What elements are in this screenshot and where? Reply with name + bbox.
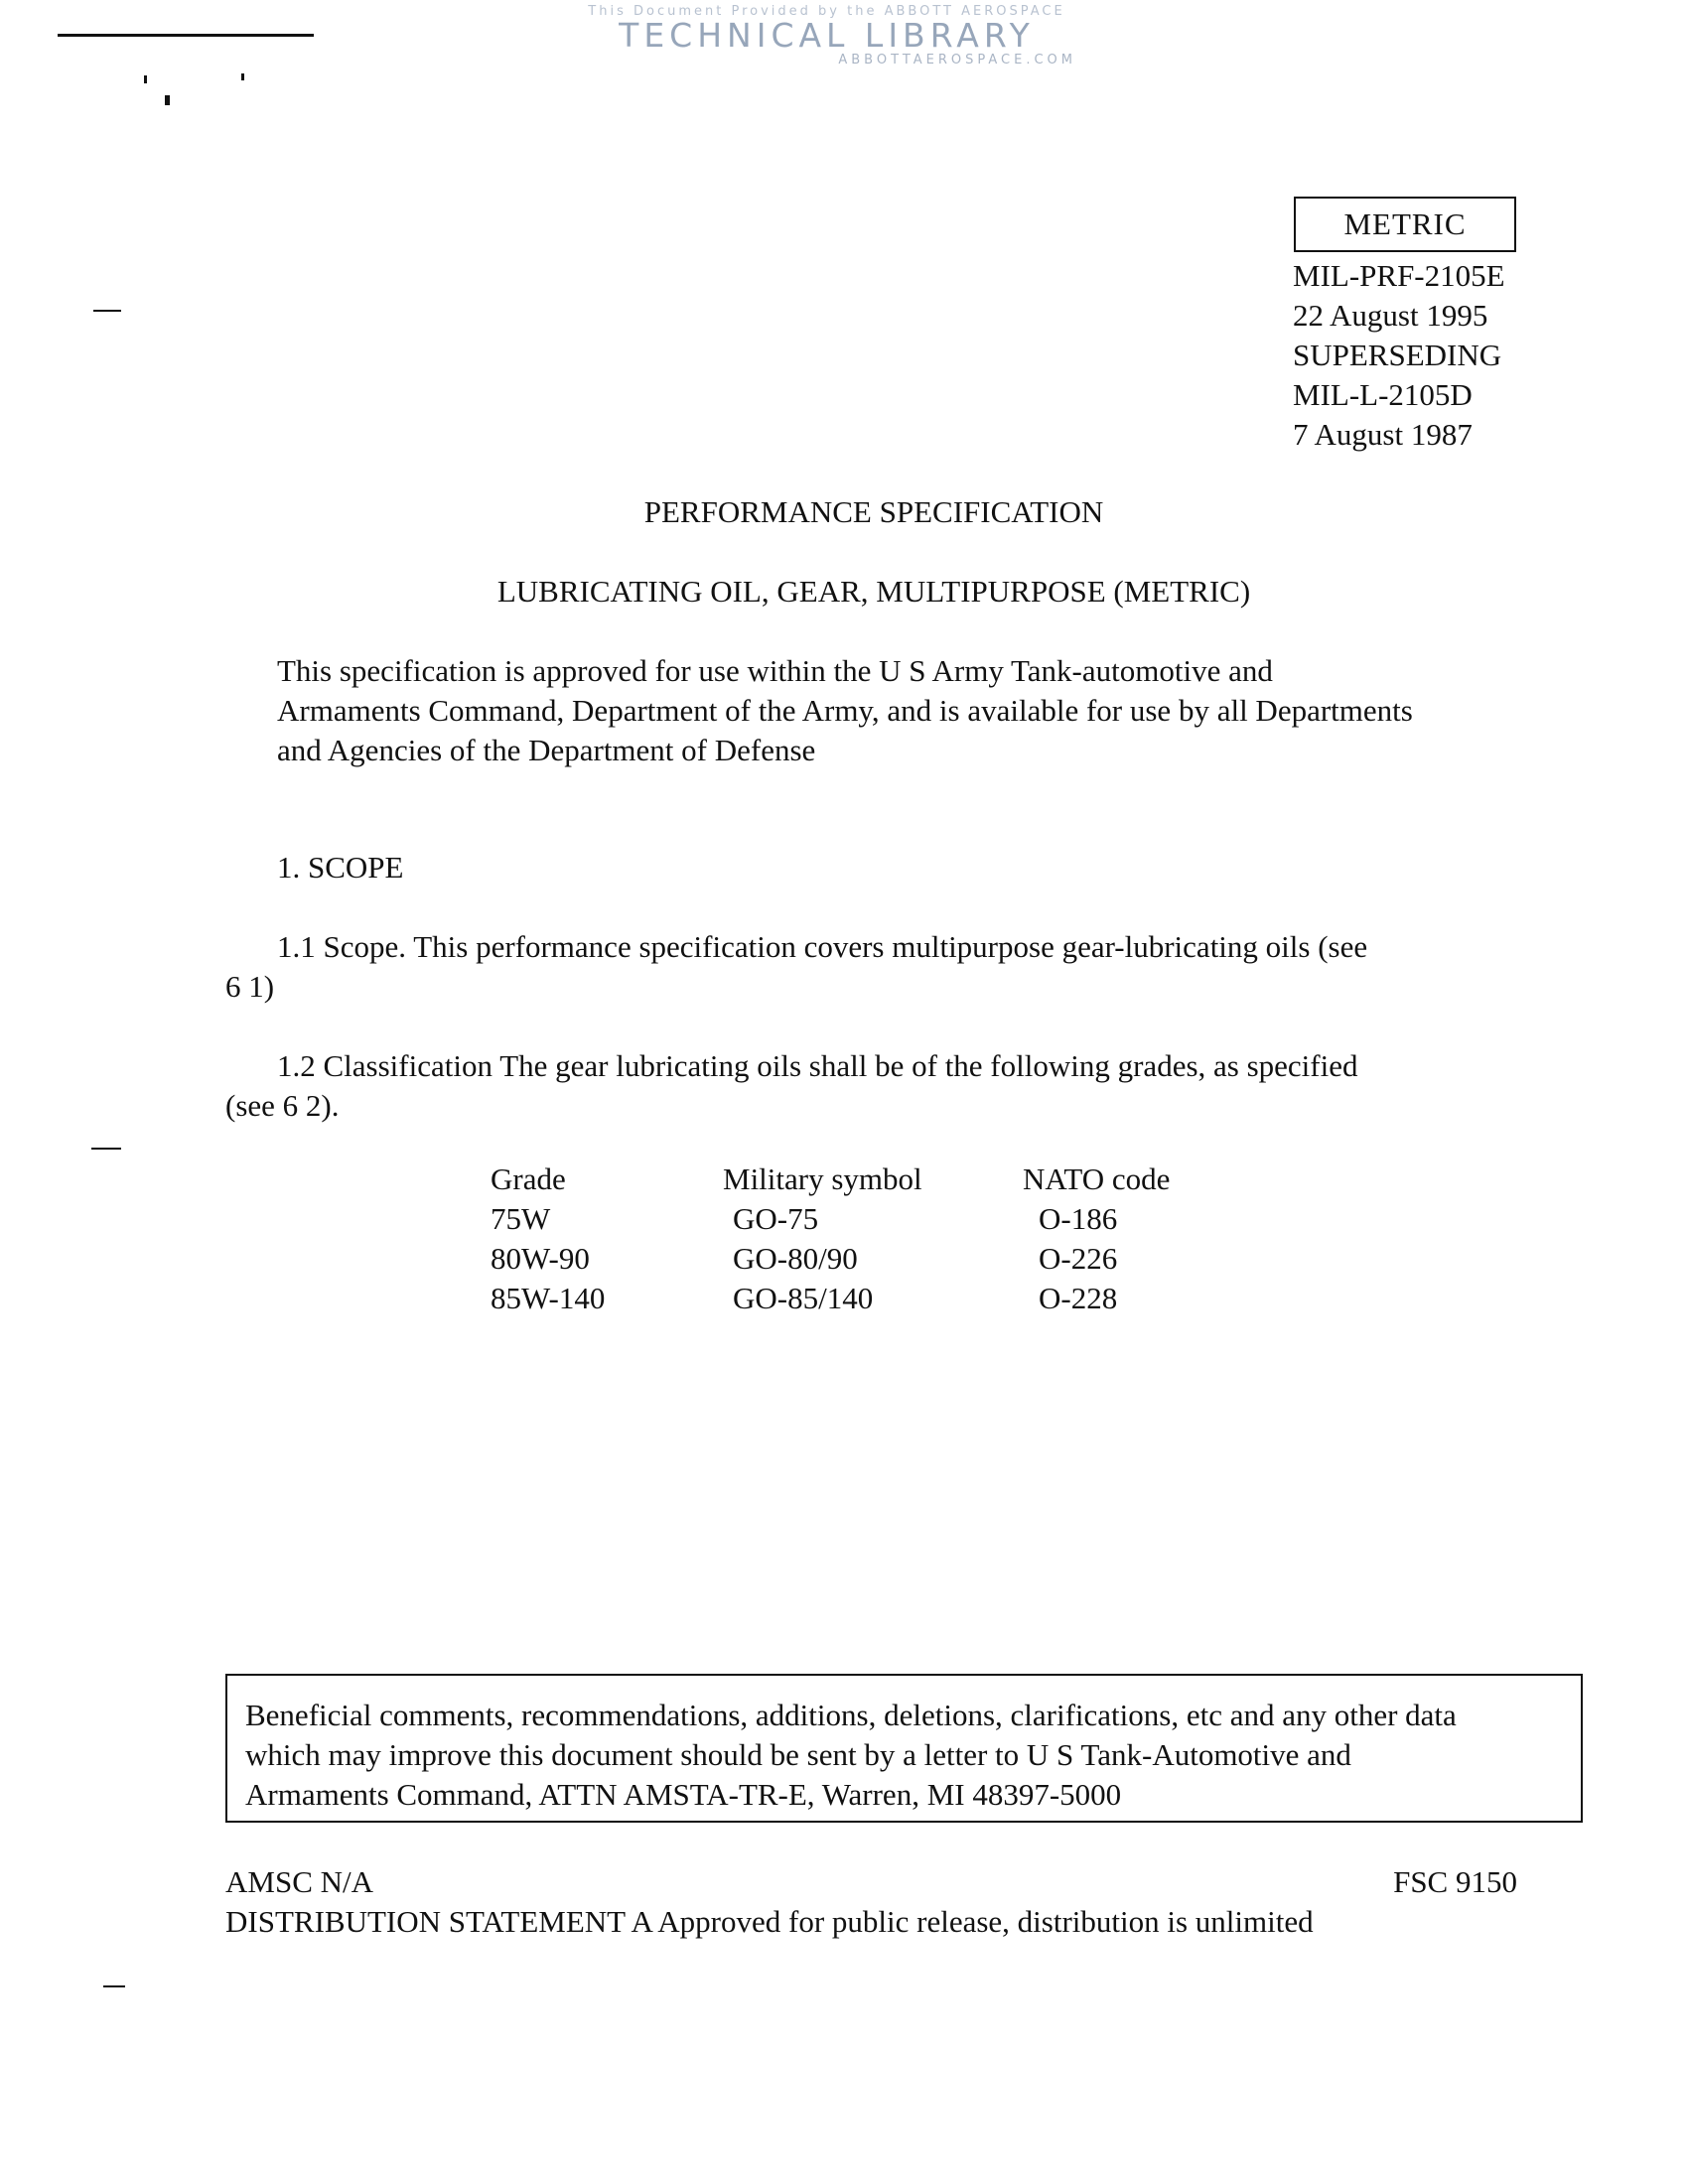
approval-line-3: and Agencies of the Department of Defense: [277, 733, 816, 767]
watermark-technical-library: TECHNICAL LIBRARY: [619, 16, 1035, 55]
distribution-statement: DISTRIBUTION STATEMENT A Approved for public release, distribution is unlimited: [225, 1904, 1314, 1939]
comments-line-1: Beneficial comments, recommendations, additions, deletions, clarifications, etc and any other data: [245, 1698, 1457, 1732]
table-header-row: [491, 1161, 1221, 1201]
table-row: [491, 1201, 1221, 1241]
scan-mark-dot-1: [144, 75, 147, 83]
approval-paragraph: [277, 651, 1413, 770]
table-row: [491, 1281, 1221, 1320]
superseded-date: 7 August 1987: [1293, 417, 1473, 452]
header-nato-code: NATO code: [1023, 1161, 1171, 1196]
spec-type-title: PERFORMANCE SPECIFICATION: [643, 494, 1104, 529]
scan-mark-dot-3: [165, 95, 170, 105]
scan-mark-tick-2: [91, 1148, 121, 1150]
amsc-label: AMSC N/A: [225, 1864, 374, 1899]
military-symbol-cell: GO-85/140: [733, 1281, 874, 1315]
nato-code-cell: O-226: [1039, 1241, 1118, 1276]
table-row: [491, 1241, 1221, 1281]
scan-mark-tick-3: [103, 1985, 125, 1987]
section-1-heading: 1. SCOPE: [277, 850, 404, 885]
scope-number: 1.1 Scope.: [277, 929, 407, 964]
classification-text-2: (see 6 2).: [225, 1088, 340, 1123]
classification-text-1: The gear lubricating oils shall be of the following grades, as specified: [499, 1048, 1358, 1083]
scope-text-2: 6 1): [225, 969, 275, 1004]
grade-cell: 80W-90: [491, 1241, 590, 1276]
comments-line-2: which may improve this document should be sent by a letter to U S Tank-Automotive and: [245, 1737, 1351, 1772]
military-symbol-cell: GO-75: [733, 1201, 819, 1236]
military-symbol-cell: GO-80/90: [733, 1241, 858, 1276]
comments-line-3: Armaments Command, ATTN AMSTA-TR-E, Warren, MI 48397-5000: [245, 1777, 1122, 1812]
scan-mark-top-line: [58, 34, 314, 37]
nato-code-cell: O-186: [1039, 1201, 1118, 1236]
nato-code-cell: O-228: [1039, 1281, 1118, 1315]
grades-table: [491, 1161, 1221, 1320]
classification-number: 1.2 Classification: [277, 1048, 492, 1083]
beneficial-comments-box: [225, 1674, 1583, 1823]
header-military-symbol: Military symbol: [723, 1161, 922, 1196]
header-grade: Grade: [491, 1161, 566, 1196]
watermark-url: ABBOTTAEROSPACE.COM: [838, 53, 1076, 68]
metric-label-box: METRIC: [1294, 197, 1516, 252]
scope-paragraph-line-1: [277, 927, 1367, 967]
scan-mark-tick-1: [93, 310, 121, 312]
document-identification: [1293, 256, 1505, 455]
classification-paragraph-line-1: [277, 1046, 1357, 1086]
approval-line-2: Armaments Command, Department of the Army, and is available for use by all Departments: [277, 693, 1413, 728]
scope-text-1: This performance specification covers multipurpose gear-lubricating oils (see: [413, 929, 1368, 964]
superseding-label: SUPERSEDING: [1293, 338, 1502, 372]
fsc-code: FSC 9150: [1393, 1864, 1517, 1899]
spec-subject-title: LUBRICATING OIL, GEAR, MULTIPURPOSE (METRIC): [496, 574, 1251, 609]
approval-line-1: This specification is approved for use within the U S Army Tank-automotive and: [277, 653, 1273, 688]
doc-number: MIL-PRF-2105E: [1293, 258, 1505, 293]
footer-left: [225, 1862, 1314, 1942]
watermark-provided-by: This Document Provided by the ABBOTT AEROSPACE: [588, 4, 1065, 19]
superseded-number: MIL-L-2105D: [1293, 377, 1473, 412]
watermark: [571, 4, 1082, 68]
doc-date: 22 August 1995: [1293, 298, 1488, 333]
grade-cell: 75W: [491, 1201, 551, 1236]
grade-cell: 85W-140: [491, 1281, 606, 1315]
scan-mark-dot-2: [241, 73, 244, 80]
